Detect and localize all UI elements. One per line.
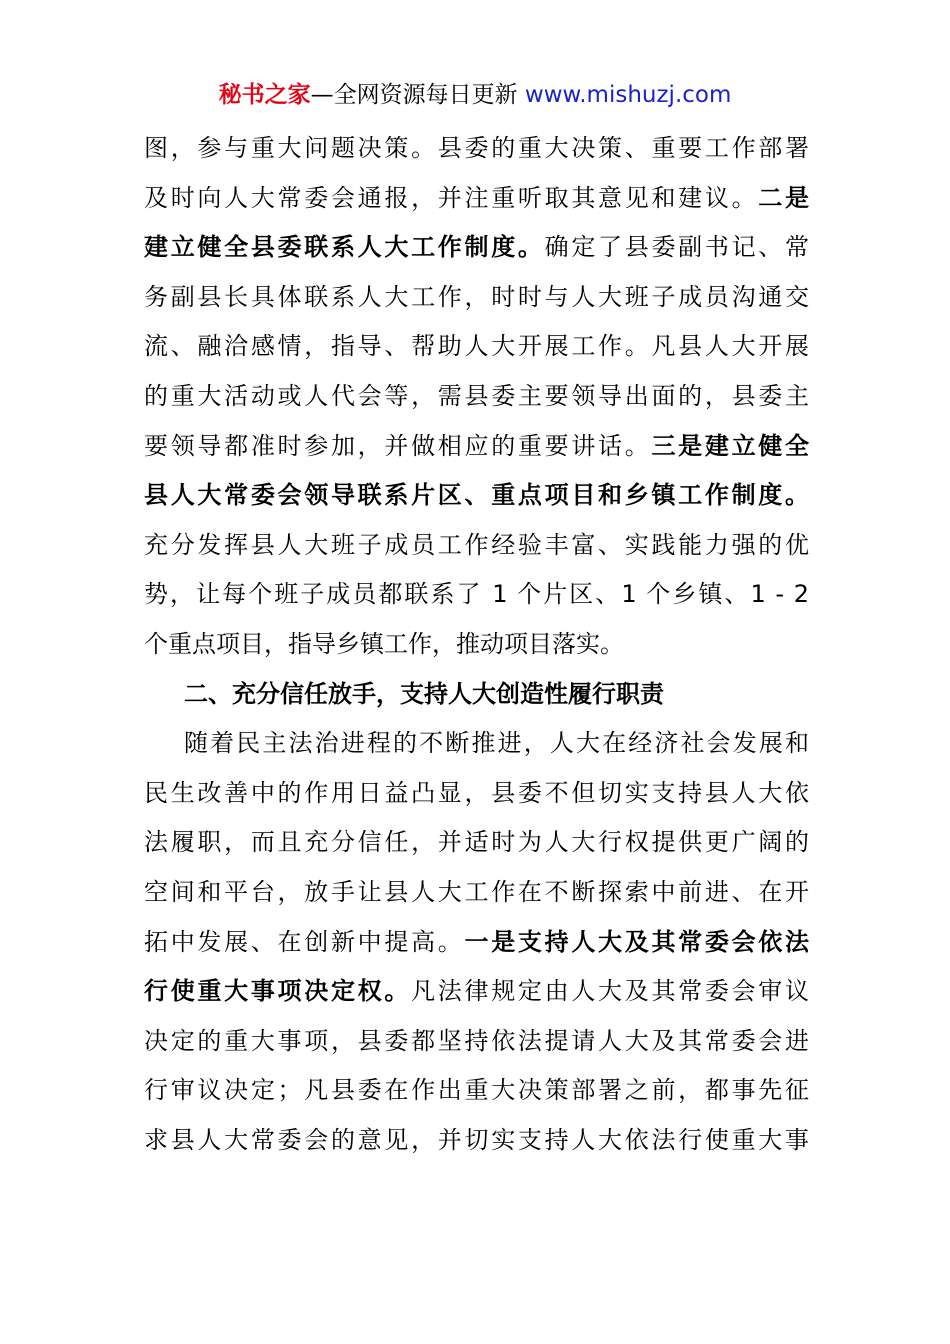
site-header [0,80,950,110]
text-line [144,620,809,670]
text-line [144,868,809,918]
text-run: 求县人大常委会的意见，并切实支持人大依法行使重大事 [144,1125,809,1154]
bold-phrase: 三是建立健全 [651,431,810,460]
document-body [144,124,809,1165]
text-line [144,471,809,521]
text-run: 拓中发展、在创新中提高。 [144,927,465,956]
text-run: 要领导都准时参加，并做相应的重要讲话。 [144,431,652,460]
text-run: 势，让每个班子成员都联系了 1 个片区、1 个乡镇、1 - 2 [144,580,809,609]
text-run: 行审议决定；凡县委在作出重大决策部署之前，都事先征 [144,1076,809,1105]
text-line [144,719,809,769]
section-heading [144,670,809,720]
text-run: 图，参与重大问题决策。县委的重大决策、重要工作部署 [144,134,809,162]
text-run: 法履职，而且充分信任，并适时为人大行权提供更广阔的 [144,828,809,857]
site-url[interactable]: www.mishuzj.com [524,82,732,108]
text-line [144,570,809,620]
bold-phrase: 县人大常委会领导联系片区、重点项目和乡镇工作制度。 [144,481,809,510]
bold-phrase: 行使重大事项决定权。 [144,977,412,1006]
text-line [144,174,809,224]
text-run: 的重大活动或人代会等，需县委主要领导出面的，县委主 [144,381,809,410]
text-run: 民生改善中的作用日益凸显，县委不但切实支持县人大依 [144,778,809,807]
text-line [144,1116,809,1166]
text-line [144,1066,809,1116]
text-run: 及时向人大常委会通报，并注重听取其意见和建议。 [144,183,759,212]
text-line [144,322,809,372]
bold-phrase: 一是支持人大及其常委会依法 [464,927,809,956]
text-line [144,818,809,868]
text-line [144,521,809,571]
bold-phrase: 二是 [758,183,810,212]
text-line [144,372,809,422]
text-line [144,124,809,174]
text-run: 确定了县委副书记、常 [544,233,809,262]
text-line [144,967,809,1017]
text-run: 凡法律规定由人大及其常委会审议 [411,977,810,1006]
text-run: 决定的重大事项，县委都坚持依法提请人大及其常委会进 [144,1026,809,1055]
text-line [144,769,809,819]
bold-phrase: 二、充分信任放手，支持人大创造性履行职责 [184,679,664,708]
text-run: 务副县长具体联系人大工作，时时与人大班子成员沟通交 [144,282,809,311]
text-line [144,1017,809,1067]
text-run: 充分发挥县人大班子成员工作经验丰富、实践能力强的优 [144,530,809,559]
text-run: 空间和平台，放手让县人大工作在不断探索中前进、在开 [144,877,809,906]
text-run: 随着民主法治进程的不断推进，人大在经济社会发展和 [184,729,809,758]
text-run: 流、融洽感情，指导、帮助人大开展工作。凡县人大开展 [144,332,809,361]
bold-phrase: 建立健全县委联系人大工作制度。 [144,233,545,262]
text-run: 个重点项目，指导乡镇工作，推动项目落实。 [144,629,624,658]
site-brand: 秘书之家 [218,82,311,108]
text-line [144,918,809,968]
text-line [144,273,809,323]
site-tagline: —全网资源每日更新 [310,82,525,108]
text-line [144,223,809,273]
text-line [144,422,809,472]
